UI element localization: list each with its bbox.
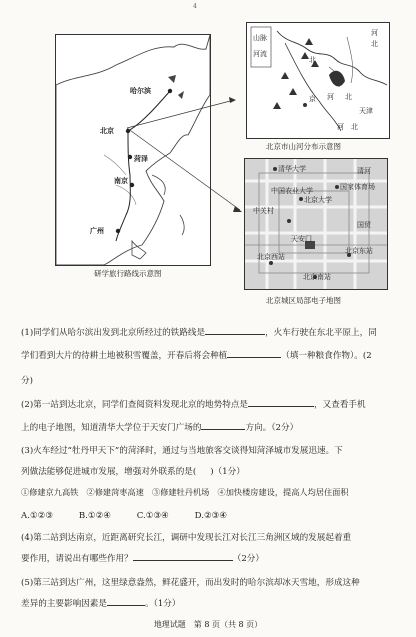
guangzhou-label: 广州: [90, 226, 104, 235]
q3-choices-text: A.①②③ B.①②④ C.①③④ D.②③④: [21, 511, 228, 521]
heze-label: 菏泽: [134, 154, 148, 163]
q1-blank-crop[interactable]: [227, 349, 281, 358]
mountain-river-map: [246, 22, 390, 139]
q4-text-b: 要作用，请说出有哪些作用？: [21, 554, 133, 564]
q5-text-c: 。（1分）: [144, 599, 181, 609]
question-4-line-1: [21, 531, 351, 543]
label-jing: 京: [309, 95, 316, 103]
label-bjuni: 北京大学: [304, 196, 332, 204]
q1-text-c: 学们看到大片的待耕土地被积雪覆盖，开春后将会种植: [21, 351, 228, 361]
question-2-line-2: [21, 421, 298, 433]
q4-text-a: (4)第二站到达南京，近距离研究长江，调研中发现长江对长江三角洲区域的发展起着重: [21, 533, 352, 543]
label-qinghe: 清河: [357, 167, 371, 175]
label-shanmai: 山脉: [253, 34, 267, 42]
question-3-options: [21, 487, 349, 498]
question-1-line-3: [21, 374, 33, 386]
nanjing-label: 南京: [114, 176, 128, 185]
label-beijing-west: 北京西站: [257, 253, 285, 261]
question-1-line-2: [21, 349, 372, 361]
label-beijing-south: 北京南站: [303, 273, 331, 281]
q3-options-text: ①修建京九高铁 ②修建菏枣高速 ③修建牡丹机场 ④加快楼房建设，提高人均居住面积: [21, 487, 349, 497]
q5-text-b: 差异的主要影响因素是: [21, 599, 107, 609]
q5-blank-factor[interactable]: [107, 597, 145, 606]
q2-text-a: (2)第一站到达北京，同学们查阅资料发现北京的地势特点是: [21, 400, 249, 410]
q5-text-a: (5)第三站到达广州，这里绿意盎然，鲜花盛开，而出发时的哈尔滨却冰天雪地，形成这种: [21, 578, 360, 588]
label-hebei-bei: 北: [345, 93, 352, 101]
q1-blank-railway[interactable]: [205, 326, 265, 335]
question-5-line-2: [21, 597, 181, 609]
q2-blank-direction[interactable]: [201, 421, 245, 430]
label-zhongguancun: 中关村: [253, 207, 274, 215]
harbin-label: 哈尔滨: [130, 86, 151, 95]
city-map: [244, 158, 388, 290]
q1-text-e: 分): [21, 376, 33, 386]
label-tiananmen: 天安门: [291, 235, 312, 243]
label-national-stadium: 国家体育场: [340, 183, 375, 191]
city-map-caption: 北京城区局部电子地图: [266, 296, 341, 305]
question-3-choices: [21, 509, 227, 521]
q3-text-b: 列做法能够促进城市发展，增强对外联系的是(: [21, 467, 197, 477]
label-tsinghua: 清华大学: [278, 165, 306, 173]
label-beijing-east: 北京东站: [345, 247, 373, 255]
question-4-line-2: [21, 552, 264, 564]
label-river-bei: 北: [371, 40, 378, 48]
q4-text-c: （2分）: [232, 554, 264, 564]
mountain-map-caption: 北京市山河分布示意图: [266, 142, 341, 151]
label-hebei2-bei: 北: [351, 123, 358, 131]
q2-text-b: ，又查看手机: [314, 400, 366, 410]
q1-text-b: ，火车行驶在东北平原上，同: [265, 328, 377, 338]
route-map-caption: 研学旅行路线示意图: [94, 269, 162, 278]
page-footer: 地理试题 第 8 页（共 8 页）: [153, 620, 263, 629]
q3-blank-choice[interactable]: [196, 466, 210, 474]
q3-text-c: )（1分）: [210, 467, 245, 477]
label-river-he: 河: [371, 29, 378, 37]
label-cbd: 国贸: [357, 221, 371, 229]
label-hebei2-he: 河: [337, 123, 344, 131]
q2-text-c: 上的电子地图，知道清华大学位于天安门广场的: [21, 423, 202, 433]
q2-text-d: 方向。（2分）: [245, 423, 299, 433]
q3-text-a: (3)火车经过“牡丹甲天下”的菏泽时，通过与当地旅客交谈得知菏泽城市发展迅速。下: [21, 446, 343, 456]
q4-blank-answer[interactable]: [133, 552, 233, 561]
q1-text-d: （填一种粮食作物）。(2: [281, 351, 372, 361]
q2-blank-terrain[interactable]: [248, 398, 314, 407]
label-bei: 北: [309, 56, 316, 64]
question-3-line-2: [21, 465, 245, 477]
label-hebei-he: 河: [327, 93, 334, 101]
beijing-label: 北京: [100, 126, 114, 135]
question-1-line-1: [21, 326, 377, 338]
label-heliu: 河流: [253, 50, 267, 58]
question-3-line-1: [21, 444, 343, 456]
mountain-river-graphic: [247, 23, 389, 138]
q1-text-a: (1)同学们从哈尔滨出发到北京所经过的铁路线是: [21, 328, 206, 338]
page-marker: 4: [193, 3, 197, 10]
question-2-line-1: [21, 398, 366, 410]
label-china-agri: 中国农业大学: [271, 187, 313, 195]
question-5-line-1: [21, 576, 360, 588]
label-tianjin: 天津: [359, 107, 373, 115]
